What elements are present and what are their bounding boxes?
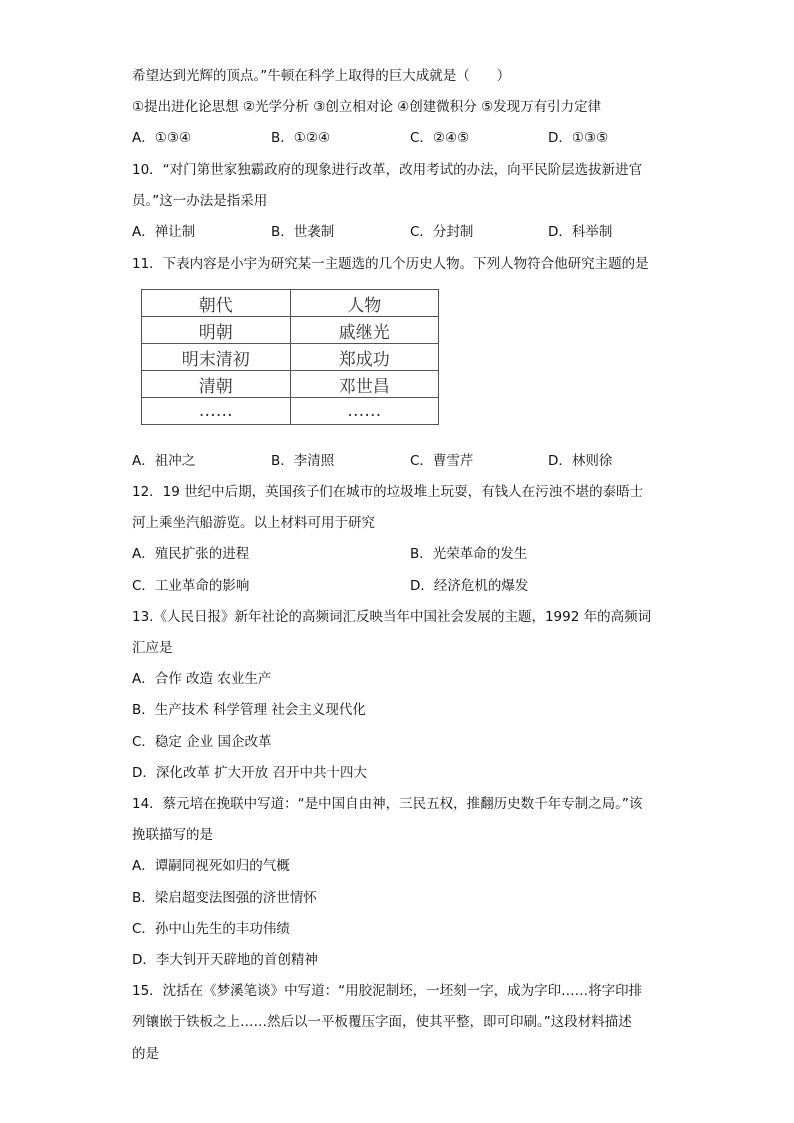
q13-option-c: C．稳定 企业 国企改革 [132, 734, 272, 750]
q10-option-b: B．世袭制 [271, 224, 335, 240]
q11-option-b: B．李清照 [271, 453, 335, 469]
table-header-row [142, 290, 439, 317]
q12-stem-line1: 12．19 世纪中后期，英国孩子们在城市的垃圾堆上玩耍，有钱人在污浊不堪的泰晤士 [132, 484, 644, 500]
q14-option-a: A．谭嗣同视死如归的气概 [132, 858, 290, 874]
table-row [142, 344, 439, 371]
table-cell: 戚继光 [290, 317, 439, 344]
q14-stem-line2: 挽联描写的是 [132, 827, 213, 843]
q11-option-d: D．林则徐 [548, 453, 613, 469]
q10-option-c: C．分封制 [410, 224, 474, 240]
q11-option-c: C．曹雪芹 [410, 453, 474, 469]
q14-stem-line1: 14．蔡元培在挽联中写道：“是中国自由神，三民五权，推翻历史数千年专制之局。”该 [132, 796, 643, 812]
table-cell: 明末清初 [142, 344, 291, 371]
q11-table [141, 289, 439, 425]
table-row [142, 398, 439, 425]
q13-option-a: A．合作 改造 农业生产 [132, 671, 272, 687]
q15-stem-line2: 列镶嵌于铁板之上……然后以一平板覆压字面，使其平整，即可印刷。”这段材料描述 [132, 1014, 632, 1030]
table-row [142, 317, 439, 344]
q9-option-a: A．①③④ [132, 130, 192, 146]
q10-stem-line1: 10．“对门第世家独霸政府的现象进行改革，改用考试的办法，向平民阶层选拔新进官 [132, 162, 643, 178]
table-cell: …… [290, 398, 439, 425]
q15-stem-line1: 15．沈括在《梦溪笔谈》中写道：“用胶泥制坯，一坯刻一字，成为字印……将字印排 [132, 983, 643, 999]
table-header-cell: 朝代 [142, 290, 291, 317]
q9-option-c: C．②④⑤ [410, 130, 470, 146]
q12-option-c: C．工业革命的影响 [132, 578, 250, 594]
q13-option-b: B．生产技术 科学管理 社会主义现代化 [132, 702, 366, 718]
q10-stem-line2: 员。”这一办法是指采用 [132, 193, 268, 209]
q10-option-a: A．禅让制 [132, 224, 196, 240]
q9-option-d: D．①③⑤ [548, 130, 609, 146]
q12-option-b: B．光荣革命的发生 [410, 546, 528, 562]
q12-stem-line2: 河上乘坐汽船游览。以上材料可用于研究 [132, 515, 375, 531]
q12-option-a: A．殖民扩张的进程 [132, 546, 250, 562]
table-cell: 郑成功 [290, 344, 439, 371]
q14-option-b: B．梁启超变法图强的济世情怀 [132, 890, 317, 906]
q10-option-d: D．科举制 [548, 224, 613, 240]
table-header-cell: 人物 [290, 290, 439, 317]
q9-items: ①提出进化论思想 ②光学分析 ③创立相对论 ④创建微积分 ⑤发现万有引力定律 [132, 99, 602, 115]
q11-option-a: A．祖冲之 [132, 453, 196, 469]
table-cell: …… [142, 398, 291, 425]
q9-stem: 希望达到光辉的顶点。”牛顿在科学上取得的巨大成就是（ ） [132, 68, 511, 84]
q14-option-d: D．李大钊开天辟地的首创精神 [132, 952, 318, 968]
table-cell: 邓世昌 [290, 371, 439, 398]
q9-option-b: B．①②④ [271, 130, 331, 146]
q15-stem-line3: 的是 [132, 1046, 159, 1062]
q13-stem-line1: 13.《人民日报》新年社论的高频词汇反映当年中国社会发展的主题，1992 年的高频词 [132, 609, 652, 625]
q14-option-c: C．孙中山先生的丰功伟绩 [132, 921, 290, 937]
table-row [142, 371, 439, 398]
q13-stem-line2: 汇应是 [132, 640, 173, 656]
q13-option-d: D．深化改革 扩大开放 召开中共十四大 [132, 765, 367, 781]
table-cell: 清朝 [142, 371, 291, 398]
q12-option-d: D．经济危机的爆发 [410, 578, 529, 594]
table-cell: 明朝 [142, 317, 291, 344]
q11-stem: 11．下表内容是小宇为研究某一主题选的几个历史人物。下列人物符合他研究主题的是 [132, 256, 649, 272]
